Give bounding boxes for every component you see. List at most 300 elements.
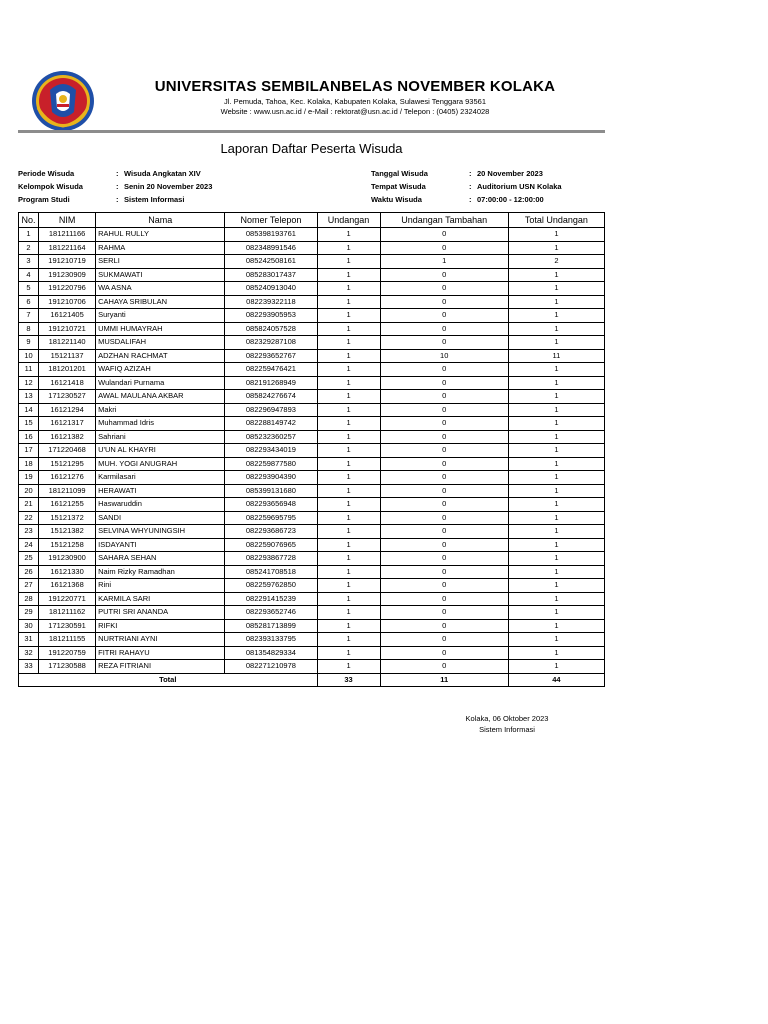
cell-nama: Sahriani: [96, 430, 225, 444]
info-label: Tempat Wisuda: [371, 182, 426, 191]
cell-nim: 16121294: [39, 403, 96, 417]
cell-telepon: 085824276674: [225, 390, 317, 404]
cell-no: 30: [19, 619, 39, 633]
cell-total-undangan: 1: [508, 417, 604, 431]
cell-nim: 15121295: [39, 457, 96, 471]
cell-total-undangan: 1: [508, 322, 604, 336]
cell-no: 16: [19, 430, 39, 444]
cell-undangan-tambahan: 0: [380, 390, 508, 404]
cell-undangan-tambahan: 0: [380, 430, 508, 444]
cell-telepon: 082259877580: [225, 457, 317, 471]
cell-undangan-tambahan: 0: [380, 525, 508, 539]
cell-nama: UMMI HUMAYRAH: [96, 322, 225, 336]
cell-telepon: 082239322118: [225, 295, 317, 309]
cell-total-undangan: 1: [508, 471, 604, 485]
cell-telepon: 085283017437: [225, 268, 317, 282]
cell-nim: 191220796: [39, 282, 96, 296]
university-address: Jl. Pemuda, Tahoa, Kec. Kolaka, Kabupaten Kolaka, Sulawesi Tenggara 93561: [224, 97, 486, 106]
table-row: [19, 255, 605, 269]
cell-telepon: 085240913040: [225, 282, 317, 296]
cell-undangan-tambahan: 0: [380, 619, 508, 633]
total-undangan: 33: [317, 673, 380, 687]
cell-nama: Naim Rizky Ramadhan: [96, 565, 225, 579]
cell-nim: 16121276: [39, 471, 96, 485]
cell-total-undangan: 1: [508, 579, 604, 593]
table-row: [19, 525, 605, 539]
cell-no: 6: [19, 295, 39, 309]
cell-undangan-tambahan: 0: [380, 511, 508, 525]
cell-undangan-tambahan: 0: [380, 228, 508, 242]
cell-no: 3: [19, 255, 39, 269]
table-row: [19, 660, 605, 674]
cell-nama: U'UN AL KHAYRI: [96, 444, 225, 458]
cell-nim: 181221164: [39, 241, 96, 255]
table-row: [19, 592, 605, 606]
cell-nama: AWAL MAULANA AKBAR: [96, 390, 225, 404]
cell-nama: Makri: [96, 403, 225, 417]
participant-table: [18, 212, 605, 687]
cell-undangan-tambahan: 0: [380, 336, 508, 350]
cell-undangan-tambahan: 1: [380, 255, 508, 269]
table-row: [19, 228, 605, 242]
cell-telepon: 082293905953: [225, 309, 317, 323]
info-value: Wisuda Angkatan XIV: [124, 169, 201, 178]
cell-total-undangan: 1: [508, 430, 604, 444]
table-row: [19, 282, 605, 296]
table-row: [19, 633, 605, 647]
cell-nim: 181211162: [39, 606, 96, 620]
cell-undangan-tambahan: 0: [380, 309, 508, 323]
cell-nim: 16121382: [39, 430, 96, 444]
col-header-undangan-tambahan: Undangan Tambahan: [380, 213, 508, 228]
cell-undangan-tambahan: 0: [380, 363, 508, 377]
cell-undangan: 1: [317, 538, 380, 552]
cell-telepon: 085242508161: [225, 255, 317, 269]
cell-no: 21: [19, 498, 39, 512]
cell-telepon: 085824057528: [225, 322, 317, 336]
cell-total-undangan: 1: [508, 228, 604, 242]
cell-total-undangan: 11: [508, 349, 604, 363]
signature-place-date: Kolaka, 06 Oktober 2023: [465, 714, 549, 723]
cell-undangan-tambahan: 0: [380, 606, 508, 620]
cell-total-undangan: 1: [508, 525, 604, 539]
cell-no: 27: [19, 579, 39, 593]
cell-no: 26: [19, 565, 39, 579]
info-row: Tanggal Wisuda : 20 November 2023: [371, 169, 543, 178]
cell-nama: Karmilasari: [96, 471, 225, 485]
cell-undangan: 1: [317, 619, 380, 633]
cell-telepon: 082393133795: [225, 633, 317, 647]
col-header-total-undangan: Total Undangan: [508, 213, 604, 228]
table-row: [19, 417, 605, 431]
university-name: UNIVERSITAS SEMBILANBELAS NOVEMBER KOLAKA: [154, 78, 556, 95]
cell-nama: Rini: [96, 579, 225, 593]
table-row: [19, 646, 605, 660]
cell-total-undangan: 1: [508, 403, 604, 417]
cell-undangan: 1: [317, 376, 380, 390]
cell-telepon: 085398193761: [225, 228, 317, 242]
cell-nama: KARMILA SARI: [96, 592, 225, 606]
info-value: 20 November 2023: [477, 169, 543, 178]
cell-nim: 191220771: [39, 592, 96, 606]
table-row: [19, 511, 605, 525]
cell-undangan-tambahan: 0: [380, 565, 508, 579]
cell-telepon: 082293904390: [225, 471, 317, 485]
table-row: [19, 349, 605, 363]
cell-telepon: 085281713899: [225, 619, 317, 633]
cell-undangan-tambahan: 0: [380, 538, 508, 552]
cell-nama: SAHARA SEHAN: [96, 552, 225, 566]
cell-no: 15: [19, 417, 39, 431]
cell-undangan: 1: [317, 511, 380, 525]
cell-telepon: 081354829334: [225, 646, 317, 660]
cell-undangan: 1: [317, 444, 380, 458]
cell-total-undangan: 1: [508, 511, 604, 525]
info-value: Sistem Informasi: [124, 195, 185, 204]
cell-nama: CAHAYA SRIBULAN: [96, 295, 225, 309]
cell-undangan: 1: [317, 660, 380, 674]
cell-total-undangan: 1: [508, 660, 604, 674]
cell-nim: 15121258: [39, 538, 96, 552]
col-header-no: No.: [19, 213, 39, 228]
cell-total-undangan: 1: [508, 390, 604, 404]
cell-total-undangan: 1: [508, 498, 604, 512]
signature-org: Sistem Informasi: [479, 725, 535, 734]
cell-no: 32: [19, 646, 39, 660]
cell-undangan-tambahan: 0: [380, 484, 508, 498]
cell-no: 8: [19, 322, 39, 336]
cell-undangan-tambahan: 0: [380, 282, 508, 296]
cell-undangan-tambahan: 0: [380, 444, 508, 458]
cell-total-undangan: 1: [508, 592, 604, 606]
table-row: [19, 565, 605, 579]
table-row: [19, 403, 605, 417]
col-header-telepon: Nomer Telepon: [225, 213, 317, 228]
cell-nama: Suryanti: [96, 309, 225, 323]
cell-nama: WAFIQ AZIZAH: [96, 363, 225, 377]
cell-total-undangan: 1: [508, 336, 604, 350]
cell-no: 14: [19, 403, 39, 417]
cell-no: 13: [19, 390, 39, 404]
cell-no: 18: [19, 457, 39, 471]
cell-undangan: 1: [317, 471, 380, 485]
table-row: [19, 309, 605, 323]
cell-undangan: 1: [317, 349, 380, 363]
header-divider: [18, 130, 605, 133]
table-row: [19, 295, 605, 309]
table-row: [19, 322, 605, 336]
cell-telepon: 082293656948: [225, 498, 317, 512]
cell-nama: REZA FITRIANI: [96, 660, 225, 674]
cell-nim: 15121137: [39, 349, 96, 363]
table-row: [19, 376, 605, 390]
cell-nim: 181211155: [39, 633, 96, 647]
cell-nama: MUH. YOGI ANUGRAH: [96, 457, 225, 471]
cell-undangan: 1: [317, 336, 380, 350]
cell-nama: Wulandari Purnama: [96, 376, 225, 390]
cell-undangan: 1: [317, 228, 380, 242]
cell-undangan-tambahan: 0: [380, 471, 508, 485]
cell-undangan-tambahan: 10: [380, 349, 508, 363]
cell-undangan: 1: [317, 525, 380, 539]
cell-undangan-tambahan: 0: [380, 552, 508, 566]
cell-telepon: 082291415239: [225, 592, 317, 606]
cell-telepon: 082293434019: [225, 444, 317, 458]
cell-no: 31: [19, 633, 39, 647]
info-row: Program Studi : Sistem Informasi: [18, 195, 185, 204]
cell-undangan: 1: [317, 565, 380, 579]
info-row: Waktu Wisuda : 07:00:00 - 12:00:00: [371, 195, 544, 204]
cell-telepon: 082288149742: [225, 417, 317, 431]
cell-nama: SERLI: [96, 255, 225, 269]
cell-nim: 191210721: [39, 322, 96, 336]
total-label: Total: [19, 673, 318, 687]
cell-total-undangan: 1: [508, 552, 604, 566]
cell-undangan-tambahan: 0: [380, 660, 508, 674]
cell-no: 17: [19, 444, 39, 458]
cell-nama: Haswaruddin: [96, 498, 225, 512]
cell-undangan-tambahan: 0: [380, 403, 508, 417]
cell-no: 2: [19, 241, 39, 255]
cell-undangan: 1: [317, 403, 380, 417]
cell-undangan: 1: [317, 363, 380, 377]
cell-no: 19: [19, 471, 39, 485]
cell-telepon: 082191268949: [225, 376, 317, 390]
table-total-row: [19, 673, 605, 687]
info-label: Waktu Wisuda: [371, 195, 422, 204]
cell-telepon: 085232360257: [225, 430, 317, 444]
cell-nim: 15121382: [39, 525, 96, 539]
cell-nim: 191230900: [39, 552, 96, 566]
cell-no: 12: [19, 376, 39, 390]
cell-undangan-tambahan: 0: [380, 417, 508, 431]
cell-total-undangan: 1: [508, 241, 604, 255]
cell-nim: 191230909: [39, 268, 96, 282]
table-row: [19, 457, 605, 471]
col-header-nama: Nama: [96, 213, 225, 228]
cell-telepon: 082259476421: [225, 363, 317, 377]
cell-nim: 16121255: [39, 498, 96, 512]
table-row: [19, 552, 605, 566]
info-row: Kelompok Wisuda : Senin 20 November 2023: [18, 182, 213, 191]
cell-total-undangan: 1: [508, 268, 604, 282]
cell-nama: SANDI: [96, 511, 225, 525]
table-row: [19, 484, 605, 498]
cell-nim: 16121317: [39, 417, 96, 431]
cell-nama: ISDAYANTI: [96, 538, 225, 552]
cell-total-undangan: 1: [508, 282, 604, 296]
cell-total-undangan: 2: [508, 255, 604, 269]
cell-undangan: 1: [317, 633, 380, 647]
cell-undangan: 1: [317, 579, 380, 593]
cell-nama: SELVINA WHYUNINGSIH: [96, 525, 225, 539]
cell-undangan: 1: [317, 322, 380, 336]
cell-total-undangan: 1: [508, 565, 604, 579]
table-row: [19, 444, 605, 458]
info-value: 07:00:00 - 12:00:00: [477, 195, 544, 204]
cell-nama: FITRI RAHAYU: [96, 646, 225, 660]
cell-total-undangan: 1: [508, 295, 604, 309]
info-value: Senin 20 November 2023: [124, 182, 213, 191]
cell-nim: 16121330: [39, 565, 96, 579]
cell-undangan-tambahan: 0: [380, 592, 508, 606]
cell-telepon: 082293867728: [225, 552, 317, 566]
cell-telepon: 082271210978: [225, 660, 317, 674]
cell-undangan-tambahan: 0: [380, 457, 508, 471]
table-row: [19, 390, 605, 404]
cell-no: 28: [19, 592, 39, 606]
cell-undangan: 1: [317, 484, 380, 498]
cell-nama: WA ASNA: [96, 282, 225, 296]
cell-undangan-tambahan: 0: [380, 498, 508, 512]
cell-nim: 171230527: [39, 390, 96, 404]
cell-undangan: 1: [317, 309, 380, 323]
table-row: [19, 241, 605, 255]
table-row: [19, 471, 605, 485]
cell-no: 11: [19, 363, 39, 377]
cell-undangan: 1: [317, 255, 380, 269]
cell-undangan: 1: [317, 646, 380, 660]
cell-nim: 15121372: [39, 511, 96, 525]
cell-undangan: 1: [317, 498, 380, 512]
cell-no: 5: [19, 282, 39, 296]
cell-nama: HERAWATI: [96, 484, 225, 498]
cell-undangan-tambahan: 0: [380, 579, 508, 593]
total-total-undangan: 44: [508, 673, 604, 687]
cell-total-undangan: 1: [508, 606, 604, 620]
cell-total-undangan: 1: [508, 376, 604, 390]
cell-undangan: 1: [317, 457, 380, 471]
cell-total-undangan: 1: [508, 363, 604, 377]
table-row: [19, 268, 605, 282]
cell-nim: 181201201: [39, 363, 96, 377]
info-row: Tempat Wisuda : Auditorium USN Kolaka: [371, 182, 562, 191]
cell-no: 4: [19, 268, 39, 282]
info-label: Periode Wisuda: [18, 169, 75, 178]
info-label: Kelompok Wisuda: [18, 182, 83, 191]
cell-nim: 181221140: [39, 336, 96, 350]
col-header-undangan: Undangan: [317, 213, 380, 228]
table-row: [19, 606, 605, 620]
table-row: [19, 579, 605, 593]
cell-nim: 16121405: [39, 309, 96, 323]
table-row: [19, 619, 605, 633]
info-right-block: [371, 167, 562, 206]
report-title: Laporan Daftar Peserta Wisuda: [220, 141, 403, 156]
cell-undangan: 1: [317, 268, 380, 282]
cell-nim: 181211166: [39, 228, 96, 242]
cell-telepon: 082296947893: [225, 403, 317, 417]
info-row: Periode Wisuda : Wisuda Angkatan XIV: [18, 169, 201, 178]
cell-nim: 16121368: [39, 579, 96, 593]
cell-undangan: 1: [317, 592, 380, 606]
info-left-block: [18, 167, 212, 206]
cell-nim: 191210719: [39, 255, 96, 269]
cell-nama: RAHUL RULLY: [96, 228, 225, 242]
cell-total-undangan: 1: [508, 538, 604, 552]
cell-total-undangan: 1: [508, 633, 604, 647]
info-value: Auditorium USN Kolaka: [477, 182, 562, 191]
cell-undangan-tambahan: 0: [380, 633, 508, 647]
cell-total-undangan: 1: [508, 484, 604, 498]
table-row: [19, 363, 605, 377]
cell-undangan-tambahan: 0: [380, 376, 508, 390]
cell-telepon: 082259762850: [225, 579, 317, 593]
cell-no: 24: [19, 538, 39, 552]
cell-no: 7: [19, 309, 39, 323]
table-row: [19, 336, 605, 350]
cell-telepon: 082259695795: [225, 511, 317, 525]
cell-no: 33: [19, 660, 39, 674]
cell-nim: 191220759: [39, 646, 96, 660]
cell-total-undangan: 1: [508, 619, 604, 633]
cell-no: 1: [19, 228, 39, 242]
cell-nim: 171230591: [39, 619, 96, 633]
cell-total-undangan: 1: [508, 646, 604, 660]
cell-nama: MUSDALIFAH: [96, 336, 225, 350]
cell-no: 23: [19, 525, 39, 539]
cell-total-undangan: 1: [508, 457, 604, 471]
cell-nim: 171230588: [39, 660, 96, 674]
cell-no: 29: [19, 606, 39, 620]
cell-telepon: 085241708518: [225, 565, 317, 579]
cell-undangan: 1: [317, 282, 380, 296]
table-row: [19, 538, 605, 552]
cell-undangan: 1: [317, 552, 380, 566]
cell-undangan-tambahan: 0: [380, 241, 508, 255]
cell-nim: 16121418: [39, 376, 96, 390]
cell-no: 10: [19, 349, 39, 363]
cell-undangan: 1: [317, 606, 380, 620]
cell-undangan-tambahan: 0: [380, 295, 508, 309]
table-body: [19, 228, 605, 687]
cell-undangan: 1: [317, 295, 380, 309]
university-logo: [28, 68, 98, 134]
cell-no: 22: [19, 511, 39, 525]
university-contact: Website : www.usn.ac.id / e-Mail : rektorat@usn.ac.id / Telepon : (0405) 2324028: [220, 107, 490, 116]
cell-telepon: 082293686723: [225, 525, 317, 539]
cell-no: 25: [19, 552, 39, 566]
cell-nama: SUKMAWATI: [96, 268, 225, 282]
cell-nim: 171220468: [39, 444, 96, 458]
total-undangan-tambahan: 11: [380, 673, 508, 687]
cell-no: 9: [19, 336, 39, 350]
table-row: [19, 498, 605, 512]
cell-nama: ADZHAN RACHMAT: [96, 349, 225, 363]
cell-telepon: 085399131680: [225, 484, 317, 498]
cell-nama: PUTRI SRI ANANDA: [96, 606, 225, 620]
table-row: [19, 430, 605, 444]
cell-undangan: 1: [317, 417, 380, 431]
cell-telepon: 082348991546: [225, 241, 317, 255]
cell-undangan: 1: [317, 430, 380, 444]
cell-telepon: 082329287108: [225, 336, 317, 350]
table-header-row: [19, 213, 605, 228]
cell-nim: 191210706: [39, 295, 96, 309]
cell-nama: Muhammad Idris: [96, 417, 225, 431]
info-label: Program Studi: [18, 195, 70, 204]
cell-undangan: 1: [317, 390, 380, 404]
cell-nama: NURTRIANI AYNI: [96, 633, 225, 647]
cell-telepon: 082259076965: [225, 538, 317, 552]
cell-undangan-tambahan: 0: [380, 646, 508, 660]
cell-no: 20: [19, 484, 39, 498]
cell-nama: RIFKI: [96, 619, 225, 633]
cell-nama: RAHMA: [96, 241, 225, 255]
cell-undangan-tambahan: 0: [380, 268, 508, 282]
cell-nim: 181211099: [39, 484, 96, 498]
cell-telepon: 082293652767: [225, 349, 317, 363]
